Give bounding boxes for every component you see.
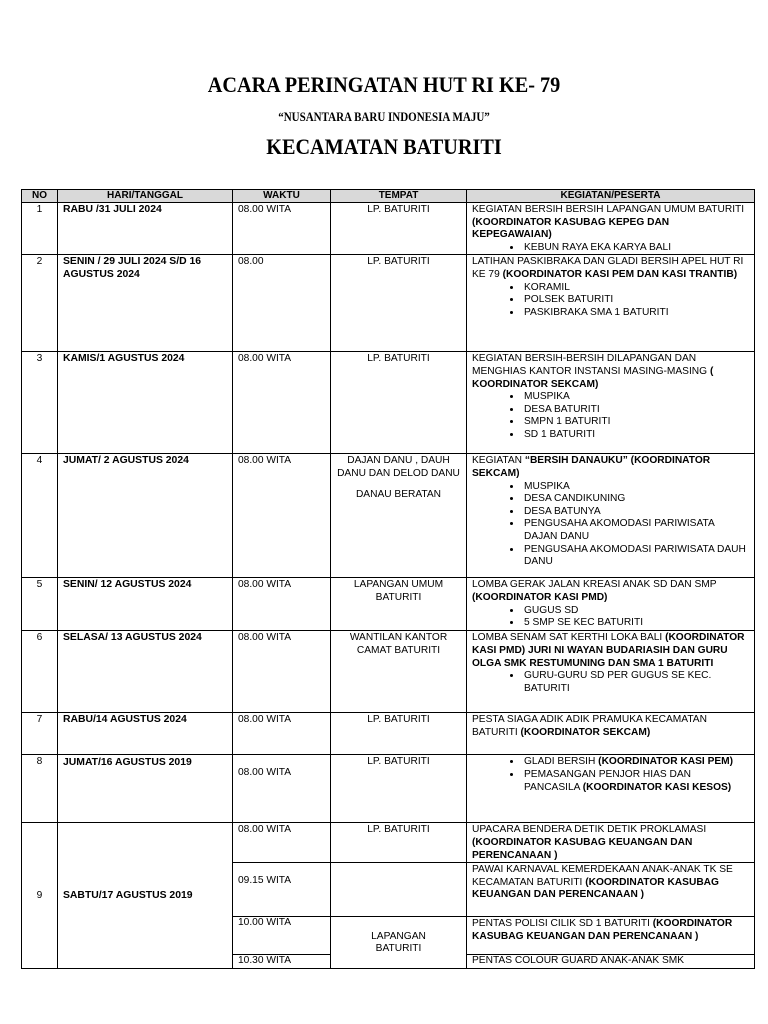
row-activity — [467, 755, 755, 823]
list-item: • MUSPIKA — [522, 391, 749, 404]
row-time: 08.00 WITA — [233, 755, 331, 823]
activity-text: LOMBA GERAK JALAN KREASI ANAK SD DAN SMP — [472, 579, 717, 591]
row-number: 2 — [22, 255, 58, 352]
activity-coordinator: (KOORDINATOR SEKCAM) — [520, 726, 651, 738]
activity-coordinator: (KOORDINATOR KASUBAG KEUANGAN DAN PERENCANAAN ) — [472, 918, 733, 942]
place-text: DAJAN DANU , DAUH DANU DAN DELOD DANU — [337, 455, 460, 479]
activity-text: PEMASANGAN PENJOR HIAS DAN PANCASILA — [524, 768, 691, 793]
table-row — [22, 631, 755, 713]
row-time: 10.30 WITA — [233, 955, 331, 969]
activity-text: KEGIATAN BERSIH BERSIH LAPANGAN UMUM BATURITI — [472, 204, 745, 215]
list-item: • PENGUSAHA AKOMODASI PARIWISATA DAUH DANU — [522, 544, 749, 569]
activity-coordinator: (KOORDINATOR KASI PMD) — [472, 591, 608, 603]
row-number: 6 — [22, 631, 58, 713]
row-place: WANTILAN KANTOR CAMAT BATURITI — [331, 631, 467, 713]
list-item: • DESA CANDIKUNING — [522, 493, 749, 506]
table-row — [22, 823, 755, 863]
document-title: ACARA PERINGATAN HUT RI KE- 79 — [207, 72, 561, 97]
row-activity — [467, 713, 755, 755]
row-time: 08.00 WITA — [233, 631, 331, 713]
list-item: • POLSEK BATURITI — [522, 294, 749, 307]
row-day: SENIN / 29 JULI 2024 S/D 16 AGUSTUS 2024 — [58, 255, 233, 352]
activity-text: PAWAI KARNAVAL KEMERDEKAAN ANAK-ANAK TK SE KECAMATAN BATURITI — [472, 864, 733, 888]
activity-coordinator: ( KOORDINATOR SEKCAM) — [472, 365, 714, 390]
table-row — [22, 713, 755, 755]
participant-list — [472, 282, 749, 320]
schedule-table — [21, 189, 755, 969]
table-row — [22, 755, 755, 823]
row-number: 3 — [22, 352, 58, 454]
row-place: LAPANGAN UMUM BATURITI — [331, 578, 467, 631]
row-number: 8 — [22, 755, 58, 823]
row-activity — [467, 823, 755, 863]
list-item: • MUSPIKA — [522, 481, 749, 494]
row-day: JUMAT/ 2 AGUSTUS 2024 — [58, 454, 233, 578]
list-item: • KORAMIL — [522, 282, 749, 295]
row-activity — [467, 917, 755, 955]
row-activity — [467, 352, 755, 454]
document-location: KECAMATAN BATURITI — [266, 134, 502, 159]
activity-text: KEGIATAN — [472, 455, 525, 467]
participant-list — [472, 242, 749, 255]
row-time: 08.00 WITA — [233, 454, 331, 578]
table-row — [22, 255, 755, 352]
row-activity — [467, 255, 755, 352]
col-header-day: HARI/TANGGAL — [58, 190, 233, 203]
col-header-no: NO — [22, 190, 58, 203]
activity-text: UPACARA BENDERA DETIK DETIK PROKLAMASI — [472, 824, 707, 836]
row-number: 1 — [22, 203, 58, 255]
row-time: 09.15 WITA — [233, 863, 331, 917]
table-row — [22, 352, 755, 454]
row-day: RABU /31 JULI 2024 — [58, 203, 233, 255]
row-day: SABTU/17 AGUSTUS 2019 — [58, 823, 233, 969]
activity-coordinator: (KOORDINATOR KASI KESOS) — [582, 781, 732, 793]
row-activity — [467, 203, 755, 255]
table-row — [22, 454, 755, 578]
activity-text: LOMBA SENAM SAT KERTHI LOKA BALI — [472, 632, 666, 644]
activity-coordinator: (KOORDINATOR KASUBAG KEUANGAN DAN PERENCANAAN ) — [472, 836, 693, 861]
activity-coordinator: (KOORDINATOR KASUBAG KEUANGAN DAN PERENCANAAN ) — [472, 876, 719, 901]
row-place: LP. BATURITI — [331, 823, 467, 863]
row-activity — [467, 955, 755, 969]
row-number: 5 — [22, 578, 58, 631]
row-activity — [467, 631, 755, 713]
row-place: LP. BATURITI — [331, 203, 467, 255]
row-time: 08.00 WITA — [233, 713, 331, 755]
col-header-place: TEMPAT — [331, 190, 467, 203]
list-item: • PENGUSAHA AKOMODASI PARIWISATA DAJAN DANU — [522, 518, 749, 543]
list-item — [522, 756, 749, 769]
row-place: LP. BATURITI — [331, 352, 467, 454]
row-time: 08.00 — [233, 255, 331, 352]
row-day: RABU/14 AGUSTUS 2024 — [58, 713, 233, 755]
activity-text: PESTA SIAGA ADIK ADIK PRAMUKA KECAMATAN BATURITI — [472, 714, 707, 738]
list-item: • GURU-GURU SD PER GUGUS SE KEC. BATURITI — [522, 670, 749, 695]
row-time: 08.00 WITA — [233, 578, 331, 631]
list-item: • PASKIBRAKA SMA 1 BATURITI — [522, 307, 749, 320]
col-header-activity: KEGIATAN/PESERTA — [467, 190, 755, 203]
document-subtitle: “NUSANTARA BARU INDONESIA MAJU” — [278, 110, 490, 124]
activity-coordinator: “BERSIH DANAUKU” (KOORDINATOR SEKCAM) — [472, 455, 711, 479]
row-day: SENIN/ 12 AGUSTUS 2024 — [58, 578, 233, 631]
activity-coordinator: (KOORDINATOR KASI PEM DAN KASI TRANTIB) — [502, 268, 738, 280]
row-day: JUMAT/16 AGUSTUS 2019 — [58, 755, 233, 823]
row-place: LAPANGAN BATURITI — [331, 917, 467, 969]
activity-text: PENTAS POLISI CILIK SD 1 BATURITI — [472, 918, 653, 930]
participant-list — [472, 391, 749, 441]
row-activity — [467, 454, 755, 578]
row-time: 08.00 WITA — [233, 352, 331, 454]
row-time: 08.00 WITA — [233, 203, 331, 255]
participant-list — [472, 670, 749, 695]
activity-coordinator: (KOORDINATOR KASI PEM) — [598, 756, 734, 768]
list-item: • DESA BATUNYA — [522, 506, 749, 519]
activity-text: LATIHAN PASKIBRAKA DAN GLADI BERSIH APEL HUT RI KE 79 — [472, 256, 744, 280]
row-place: LP. BATURITI — [331, 255, 467, 352]
row-day: SELASA/ 13 AGUSTUS 2024 — [58, 631, 233, 713]
table-header-row — [22, 190, 755, 203]
row-day: KAMIS/1 AGUSTUS 2024 — [58, 352, 233, 454]
list-item: • GUGUS SD — [522, 605, 749, 618]
row-number: 7 — [22, 713, 58, 755]
row-number: 9 — [22, 823, 58, 969]
list-item: • DESA BATURITI — [522, 404, 749, 417]
list-item: • SMPN 1 BATURITI — [522, 416, 749, 429]
place-subtext: DANAU BERATAN — [355, 488, 442, 500]
list-item: • SD 1 BATURITI — [522, 429, 749, 442]
row-place — [331, 454, 467, 578]
row-place: LP. BATURITI — [331, 713, 467, 755]
table-row — [22, 203, 755, 255]
row-activity — [467, 863, 755, 917]
list-item: • 5 SMP SE KEC BATURITI — [522, 617, 749, 630]
row-activity — [467, 578, 755, 631]
row-time: 08.00 WITA — [233, 823, 331, 863]
activity-coordinator: (KOORDINATOR KASI PMD) JURI NI WAYAN BUDARIASIH DAN GURU OLGA SMK RESTUMUNING DAN SMA 1 BATURITI — [472, 632, 745, 669]
row-time: 10.00 WITA — [233, 917, 331, 955]
table-row — [22, 578, 755, 631]
col-header-time: WAKTU — [233, 190, 331, 203]
row-place: LP. BATURITI — [331, 755, 467, 823]
activity-text: GLADI BERSIH — [524, 756, 599, 768]
participant-list — [472, 756, 749, 794]
activity-text: KEGIATAN BERSIH-BERSIH DILAPANGAN DAN MENGHIAS KANTOR INSTANSI MASING-MASING — [472, 353, 710, 377]
activity-coordinator: (KOORDINATOR KASUBAG KEPEG DAN KEPEGAWAIAN) — [472, 216, 670, 241]
list-item: • KEBUN RAYA EKA KARYA BALI — [522, 242, 749, 255]
activity-text: PENTAS COLOUR GUARD ANAK-ANAK SMK — [472, 955, 685, 967]
participant-list — [472, 481, 749, 569]
list-item — [522, 769, 749, 794]
row-number: 4 — [22, 454, 58, 578]
participant-list — [472, 605, 749, 630]
row-place — [331, 863, 467, 917]
